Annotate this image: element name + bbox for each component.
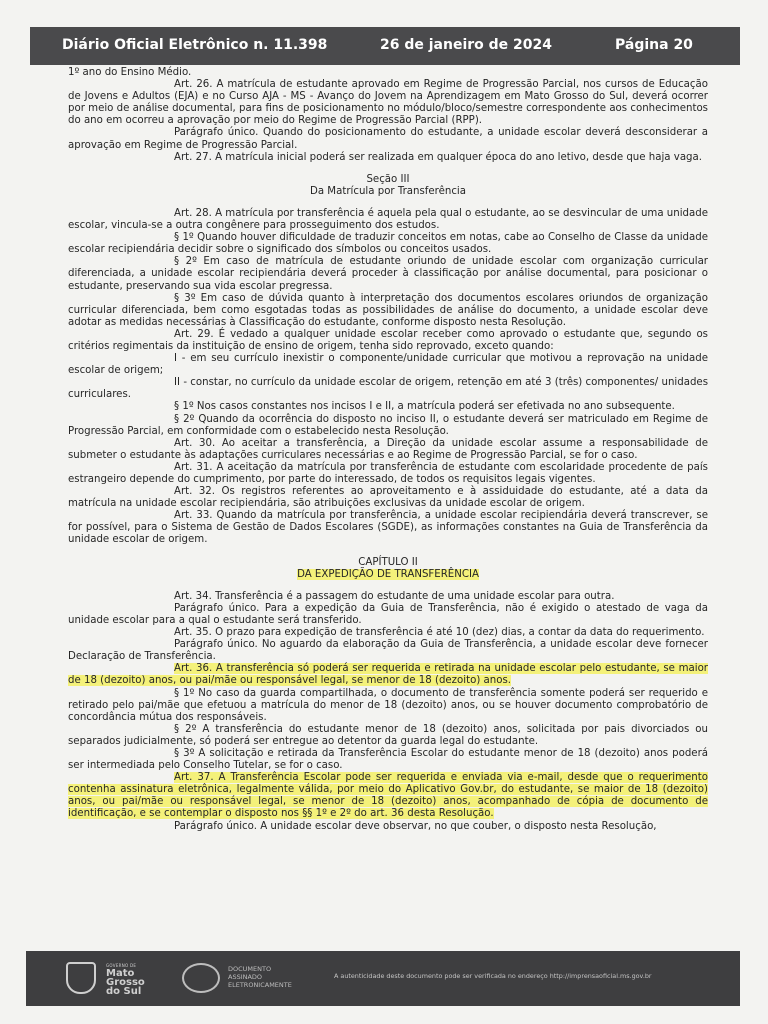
- paragraph: Art. 32. Os registros referentes ao aproveitamento e à assiduidade do estudante, até a data da matrícula na unidade escolar recipiendária, são atribuições exclusivas da unidade escolar de origem.: [68, 486, 708, 510]
- coat-of-arms-icon: [66, 962, 96, 994]
- highlighted-paragraph: Art. 36. A transferência só poderá ser requerida e retirada na unidade escolar pelo estudante, se maior de 18 (dezoito) anos, ou pai/mãe ou responsável legal, se menor de 18 (dezoito) anos.: [68, 663, 708, 687]
- paragraph: § 1º Nos casos constantes nos incisos I e II, a matrícula poderá ser efetivada no ano subsequente.: [174, 401, 675, 413]
- chapter-title: CAPÍTULO II: [358, 556, 418, 568]
- paragraph: § 1º No caso da guarda compartilhada, o documento de transferência somente poderá ser requerido e retirado pelo pai/mãe que efetuou a matrícula do menor de 18 (dezoito) anos, ou se houver documento comprobatório de concordância mútua dos responsáveis.: [68, 687, 708, 723]
- section-subtitle: Da Matrícula por Transferência: [309, 185, 466, 197]
- paragraph: Parágrafo único. A unidade escolar deve observar, no que couber, o disposto nesta Resolução,: [174, 820, 657, 832]
- state-logo-text: Mato Grosso do Sul: [106, 968, 145, 997]
- paragraph: Art. 30. Ao aceitar a transferência, a Direção da unidade escolar assume a responsabilidade de submeter o estudante às adaptações curriculares necessárias e ao Regime de Progressão Parcial, se for o caso.: [68, 437, 708, 461]
- paragraph: Art. 28. A matrícula por transferência é aquela pela qual o estudante, ao se desvincular de uma unidade escolar, vincula-se a outra congênere para prosseguimento dos estudos.: [68, 207, 708, 232]
- paragraph: Art. 35. O prazo para expedição de transferência é até 10 (dez) dias, a contar da data do requerimento.: [174, 627, 705, 639]
- paragraph: 1º ano do Ensino Médio.: [68, 67, 192, 78]
- section-title: Seção III: [366, 173, 410, 185]
- paragraph: § 2º Quando da ocorrência do disposto no inciso II, o estudante deverá ser matriculado em Regime de Progressão Parcial, em conformidade com o estabelecido nesta Resolução.: [68, 413, 708, 437]
- paragraph: Parágrafo único. Para a expedição da Guia de Transferência, não é exigido o atestado de vaga da unidade escolar para a qual o estudante será transferido.: [68, 602, 708, 626]
- paragraph: Art. 29. É vedado a qualquer unidade escolar receber como aprovado o estudante que, segundo os critérios regimentais da instituição de ensino de origem, tenha sido reprovado, exceto quando:: [68, 328, 708, 352]
- signature-seal-icon: [182, 963, 220, 993]
- paragraph: § 2º Em caso de matrícula de estudante oriundo de unidade escolar com organização curricular diferenciada, a unidade escolar recipiendária deverá proceder à classificação por análise documental, para posicionar o estudante, preservando sua vida escolar pregressa.: [68, 256, 708, 292]
- paragraph: Parágrafo único. Quando do posicionamento do estudante, a unidade escolar deverá desconsiderar a aprovação em Regime de Progressão Parcial.: [68, 127, 708, 151]
- page-number: Página 20: [615, 37, 693, 53]
- journal-footer: [26, 951, 740, 1006]
- government-label: GOVERNO DE: [106, 963, 137, 968]
- paragraph: § 1º Quando houver dificuldade de traduzir conceitos em notas, cabe ao Conselho de Classe da unidade escolar recipiendária decidir sobre o significado dos símbolos ou conceitos usados.: [68, 232, 708, 256]
- authenticity-note: A autenticidade deste documento pode ser verificada no endereço http://imprensaoficial.ms.gov.br: [334, 972, 652, 980]
- journal-header: [30, 27, 740, 65]
- paragraph: Art. 27. A matrícula inicial poderá ser realizada em qualquer época do ano letivo, desde que haja vaga.: [174, 151, 703, 163]
- paragraph: § 2º A transferência do estudante menor de 18 (dezoito) anos, solicitada por pais divorciados ou separados judicialmente, só poderá ser entregue ao detentor da guarda legal do estudante.: [68, 723, 708, 747]
- paragraph: Art. 34. Transferência é a passagem do estudante de uma unidade escolar para outra.: [174, 590, 615, 602]
- paragraph: Parágrafo único. No aguardo da elaboração da Guia de Transferência, a unidade escolar deve fornecer Declaração de Transferência.: [68, 639, 708, 663]
- paragraph: Art. 33. Quando da matrícula por transferência, a unidade escolar recipiendária deverá transcrever, se for possível, para o Sistema de Gestão de Dados Escolares (SGDE), as informações constantes na Guia de Transferência da unidade escolar de origem.: [68, 510, 708, 546]
- paragraph: I - em seu currículo inexistir o componente/unidade curricular que motivou a reprovação na unidade escolar de origem;: [68, 353, 708, 377]
- chapter-subtitle: DA EXPEDIÇÃO DE TRANSFERÊNCIA: [297, 568, 479, 580]
- paragraph: Art. 26. A matrícula de estudante aprovado em Regime de Progressão Parcial, nos cursos de Educação de Jovens e Adultos (EJA) e no Curso AJA - MS - Avanço do Jovem na Aprendizagem em Mato Grosso do Sul, deverá ocorrer por meio de análise documental, para fins de posicionamento no módulo/bloco/semestre correspondente aos conhecimentos do ano em ocorreu a aprovação por meio do Regime de Progressão Parcial (RPP).: [68, 79, 708, 127]
- paragraph: Art. 31. A aceitação da matrícula por transferência de estudante com escolaridade procedente de país estrangeiro depende do cumprimento, por parte do interessado, de todos os requisitos legais vigentes.: [68, 461, 708, 485]
- issue-date: 26 de janeiro de 2024: [380, 37, 553, 53]
- paragraph: § 3º A solicitação e retirada da Transferência Escolar do estudante menor de 18 (dezoito) anos poderá ser intermediada pelo Conselho Tutelar, se for o caso.: [68, 747, 708, 772]
- signature-seal-text: DOCUMENTO ASSINADO ELETRONICAMENTE: [228, 965, 292, 989]
- paragraph: § 3º Em caso de dúvida quanto à interpretação dos documentos escolares oriundos de organização curricular diferenciada, bem como esgotadas todas as possibilidades de análise do documento, a unidade escolar deve adotar as medidas necessárias à Classificação do estudante, conforme disposto nesta Resolução.: [68, 292, 708, 328]
- highlighted-paragraph: Art. 37. A Transferência Escolar pode ser requerida e enviada via e-mail, desde que o requerimento contenha assinatura eletrônica, legalmente válida, por meio do Aplicativo Gov.br, do estudante, se maior de 18 (dezoito) anos, ou pai/mãe ou responsável legal, se menor de 18 (dezoito) anos, acompanhado de cópia de documento de identificação, e se contemplar o disposto nos §§ 1º e 2º do art. 36 desta Resolução.: [68, 772, 708, 820]
- document-body: [68, 67, 708, 833]
- paragraph: II - constar, no currículo da unidade escolar de origem, retenção em até 3 (três) componentes/ unidades curriculares.: [68, 377, 708, 401]
- journal-title: Diário Oficial Eletrônico n. 11.398: [62, 37, 328, 53]
